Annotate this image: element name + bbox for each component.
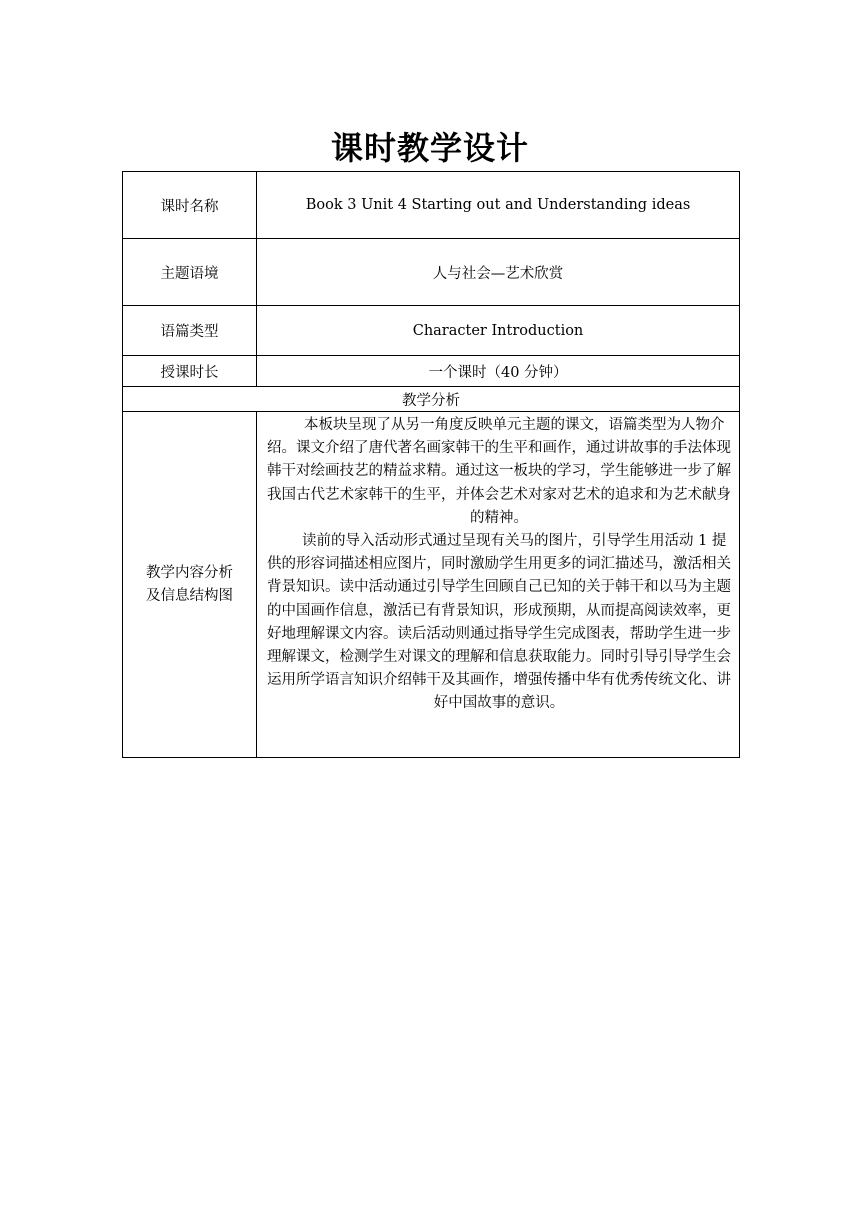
lesson-design-table [122,171,740,758]
table-row-text-type [123,306,740,356]
theme-context-label: 主题语境 [123,239,257,306]
text-type-value: Character Introduction [257,306,740,356]
text-type-label: 语篇类型 [123,306,257,356]
duration-value: 一个课时（40 分钟） [257,356,740,387]
table-row-lesson-name [123,172,740,239]
analysis-header: 教学分析 [123,387,740,412]
analysis-paragraph-2: 读前的导入活动形式通过呈现有关马的图片，引导学生用活动 1 提供的形容词描述相应图片，同时激励学生用更多的词汇描述马，激活相关背景知识。读中活动通过引导学生回顾自己已知的关于韩干和以马为主题的中国画作信息，激活已有背景知识，形成预期，从而提高阅读效率，更好地理解课文内容。读后活动则通过指导学生完成图表，帮助学生进一步理解课文，检测学生对课文的理解和信息获取能力。同时引导引导学生会运用所学语言知识介绍韩干及其画作，增强传播中华有优秀传统文化、讲好中国故事的意识。 [267,533,731,712]
analysis-paragraph-1: 本板块呈现了从另一角度反映单元主题的课文，语篇类型为人物介绍。课文介绍了唐代著名画家韩干的生平和画作，通过讲故事的手法体现韩干对绘画技艺的精益求精。通过这一板块的学习，学生能够进一步了解我国古代艺术家韩干的生平，并体会艺术对家对艺术的追求和为艺术献身的精神。 [267,417,731,526]
duration-label: 授课时长 [123,356,257,387]
lesson-name-label: 课时名称 [123,172,257,239]
analysis-text [257,412,740,758]
analysis-label-line2: 及信息结构图 [146,587,233,604]
table-row-analysis-content [123,412,740,758]
analysis-label [123,412,257,758]
analysis-label-line1: 教学内容分析 [146,564,233,581]
page-title: 课时教学设计 [330,129,529,167]
lesson-name-value: Book 3 Unit 4 Starting out and Understanding ideas [257,172,740,239]
theme-context-value: 人与社会—艺术欣赏 [257,239,740,306]
table-row-theme-context [123,239,740,306]
table-row-analysis-header [123,387,740,412]
table-row-duration [123,356,740,387]
